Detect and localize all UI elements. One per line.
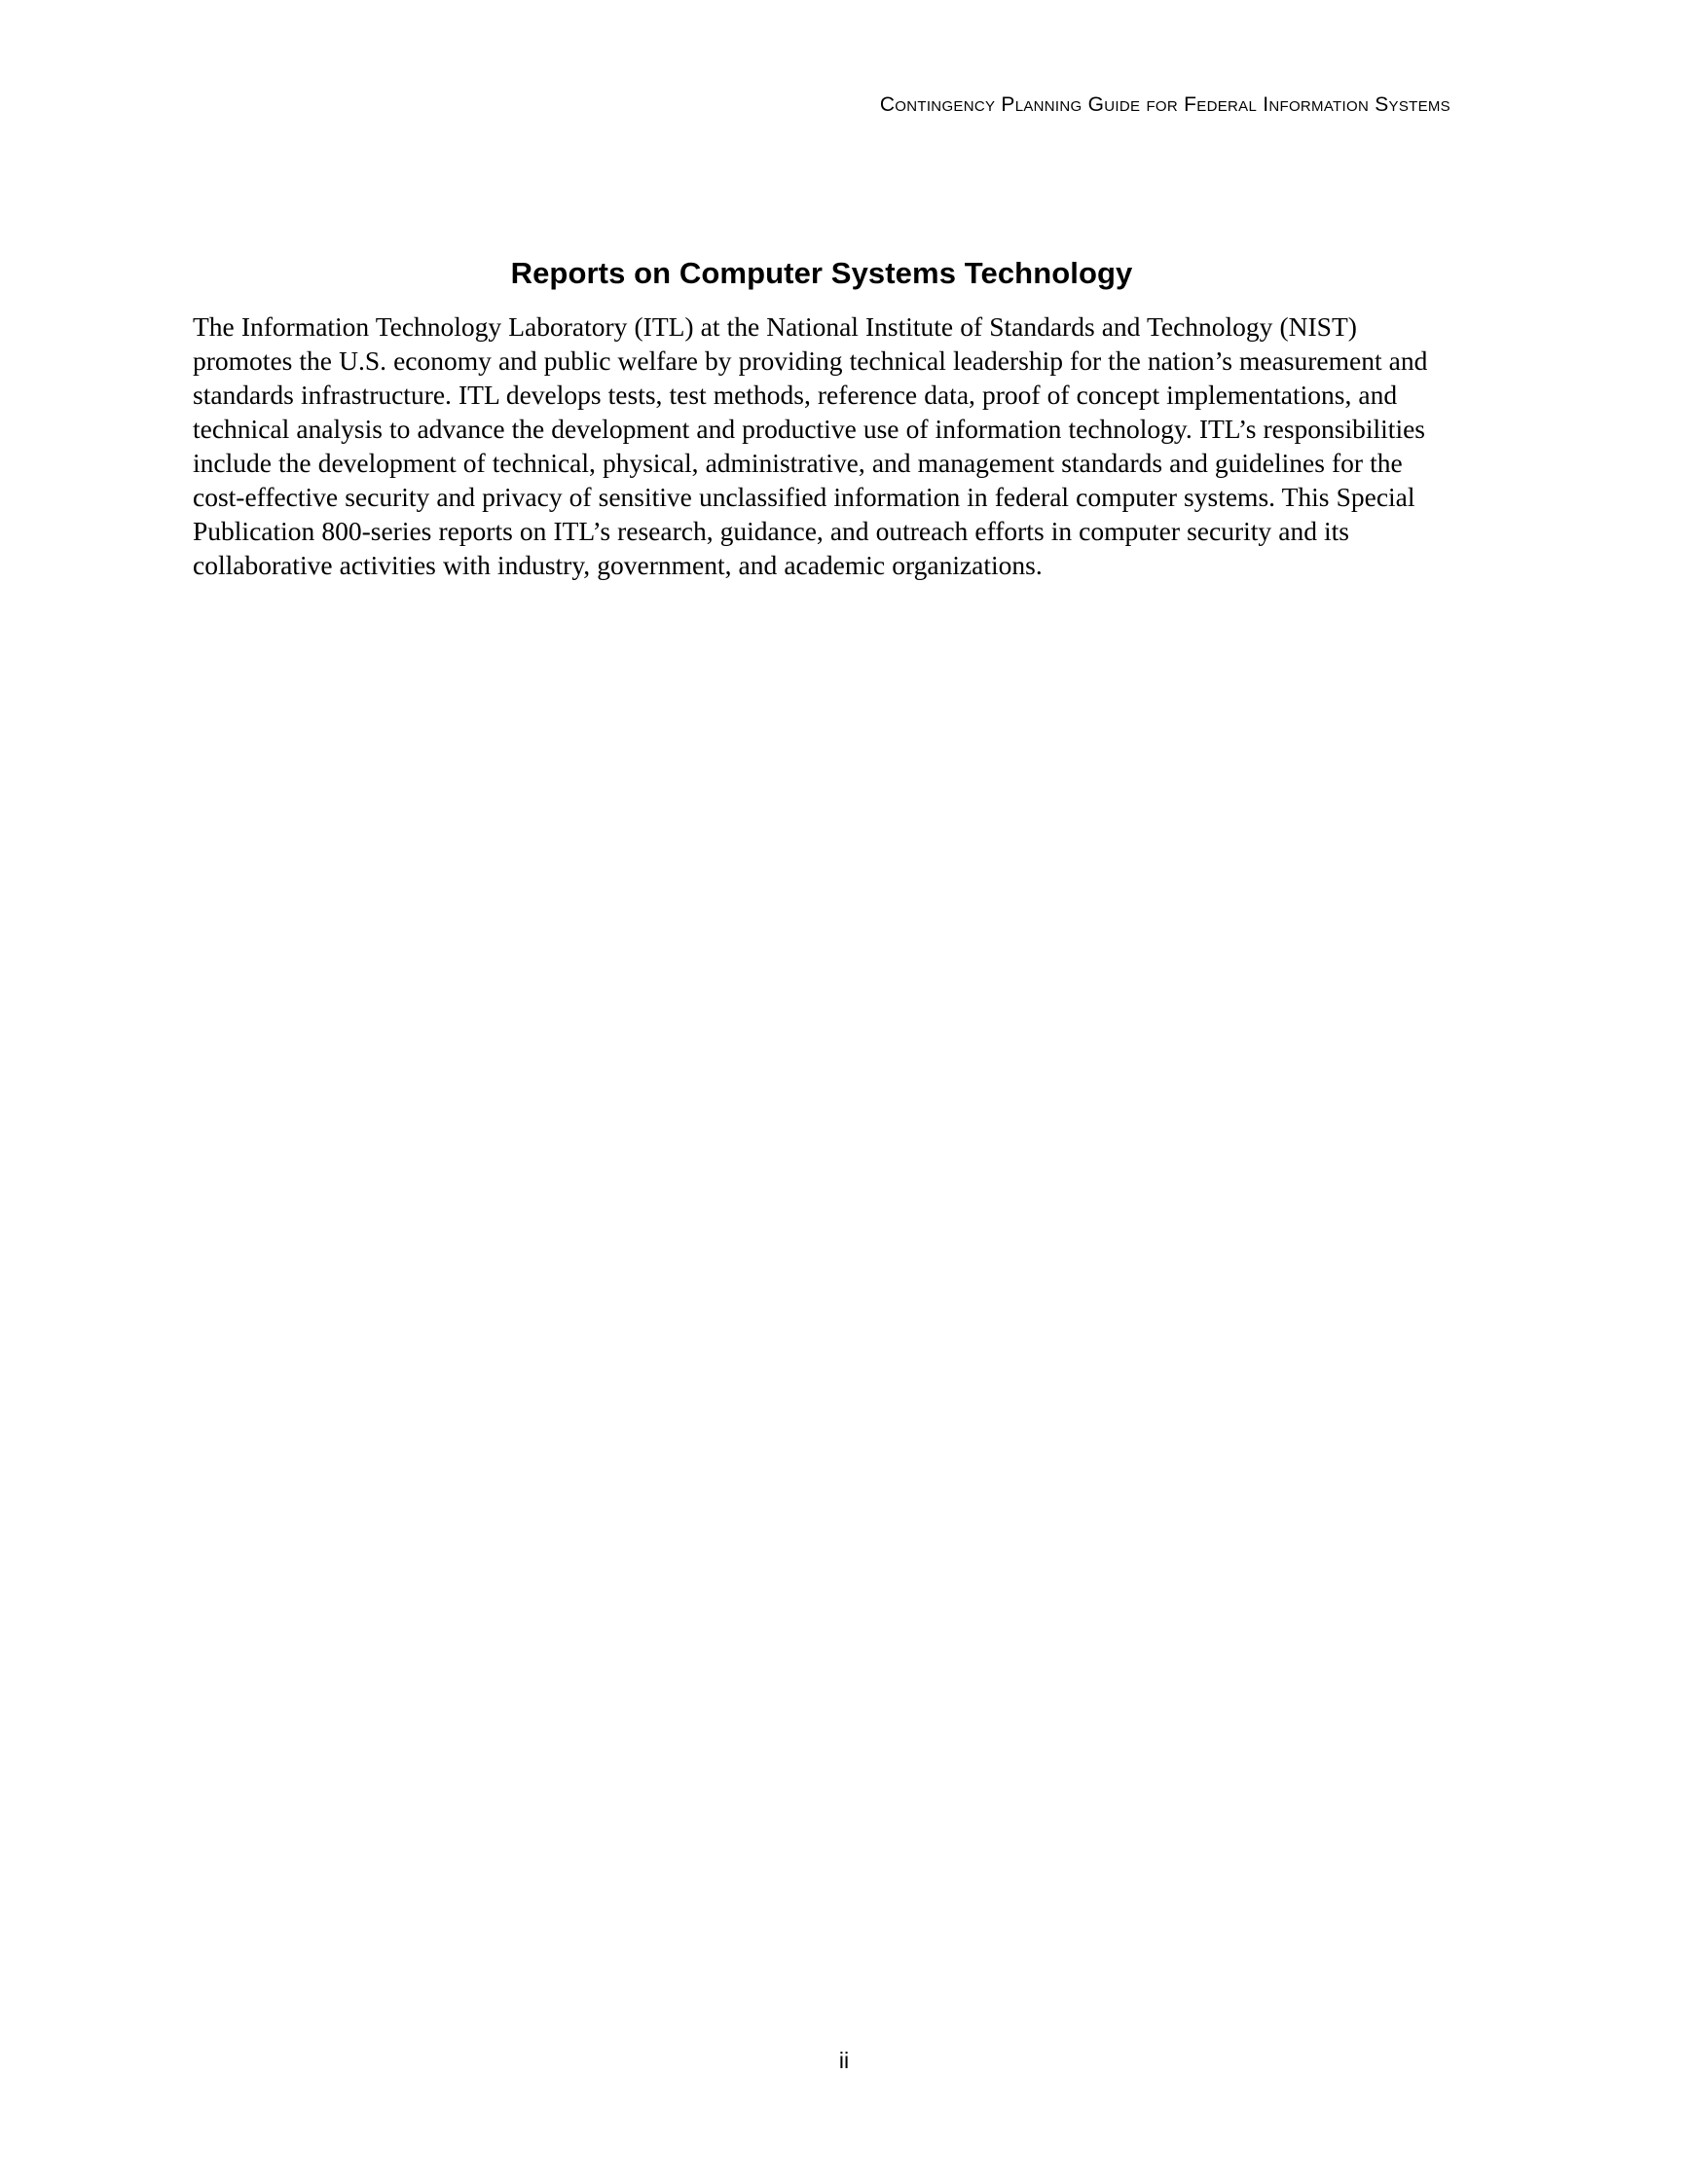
page-number: ii — [838, 2048, 850, 2073]
running-header: Contingency Planning Guide for Federal Information Systems — [879, 93, 1450, 116]
page-title: Reports on Computer Systems Technology — [510, 255, 1133, 290]
body-text-block — [193, 309, 1452, 582]
body-paragraph: The Information Technology Laboratory (ITL) at the National Institute of Standards and Technology (NIST) promotes the U.S. economy and public welfare by providing technical leadership for the nation’s measurement and standards infrastructure. ITL develops tests, test methods, reference data, proof of concept implementations, and technical analysis to advance the development and productive use of information technology. ITL’s responsibilities include the development of technical, physical, administrative, and management standards and guidelines for the cost-effective security and privacy of sensitive unclassified information in federal computer systems. This Special Publication 800-series reports on ITL’s research, guidance, and outreach efforts in computer security and its collaborative activities with industry, government, and academic organizations. — [193, 311, 1428, 580]
